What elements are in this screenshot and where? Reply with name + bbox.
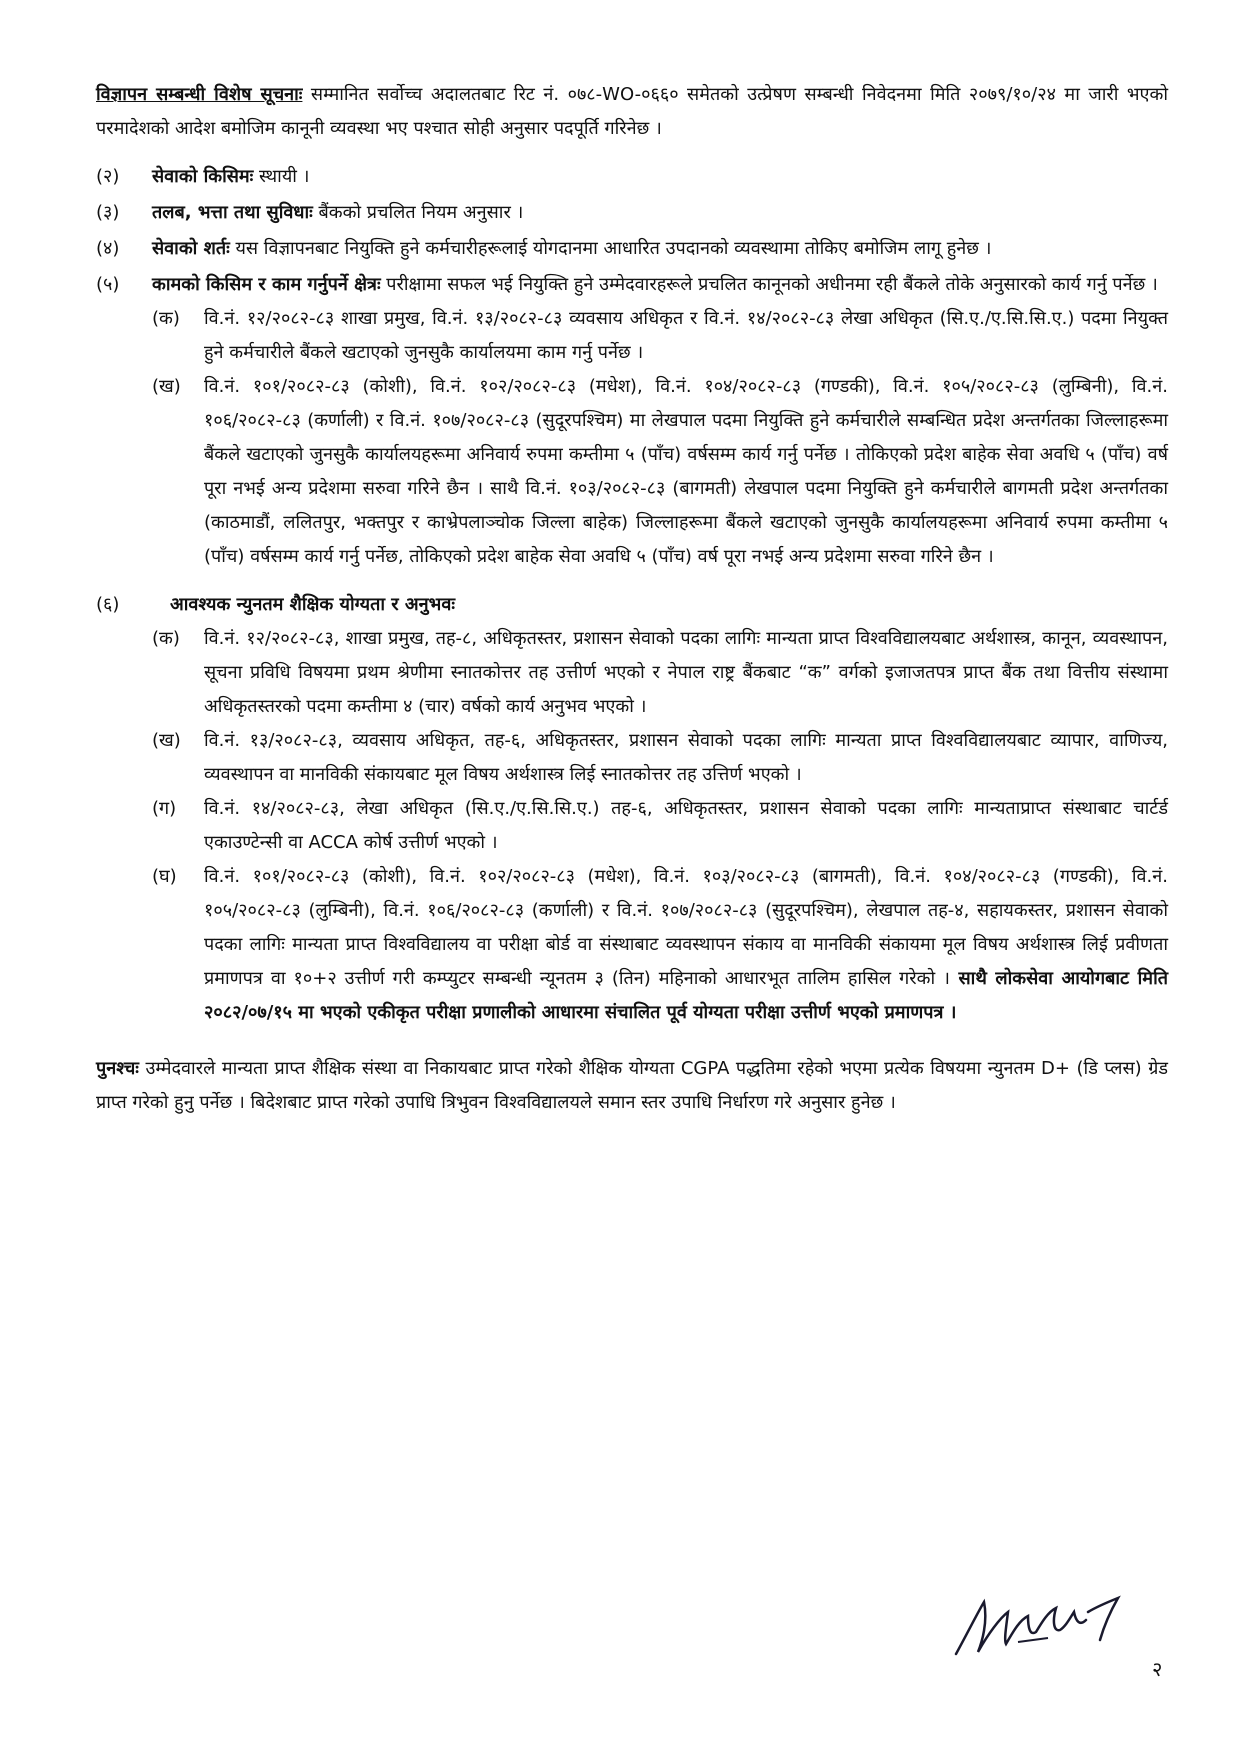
work-nature-sub-ka — [152, 302, 1168, 370]
item-number: (६) — [96, 594, 120, 615]
item-title: कामको किसिम र काम गर्नुपर्ने क्षेत्रः — [152, 274, 381, 295]
sub-text-bold: साथै लोकसेवा आयोगबाट मिति २०८२/०७/१५ मा भएको एकीकृत परीक्षा प्रणालीको आधारमा संचालित पूर्व योग्यता परीक्षा उत्तीर्ण भएको प्रमाणपत्र । — [204, 968, 1168, 1023]
item-text: यस विज्ञापनबाट नियुक्ति हुने कर्मचारीहरूलाई योगदानमा आधारित उपदानको व्यवस्थामा तोकिए बमोजिम लागू हुनेछ । — [229, 238, 992, 259]
qualification-sub-ka — [152, 622, 1168, 724]
item-service-conditions — [96, 232, 1168, 266]
sub-label: (घ) — [152, 866, 177, 887]
signature-image — [948, 1582, 1128, 1662]
sub-text: वि.नं. १०१/२०८२-८३ (कोशी), वि.नं. १०२/२०८२-८३ (मधेश), वि.नं. १०४/२०८२-८३ (गण्डकी), वि.नं. १०५/२०८२-८३ (लुम्बिनी), वि.नं. १०६/२०८२-८३ (कर्णाली) र वि.नं. १०७/२०८२-८३ (सुदूरपश्चिम) मा लेखपाल पदमा नियुक्ति हुने कर्मचारीले सम्बन्धित प्रदेश अन्तर्गतका जिल्लाहरूमा बैंकले खटाएको जुनसुकै कार्यालयहरूमा अनिवार्य रुपमा कम्तीमा ५ (पाँच) वर्षसम्म कार्य गर्नु पर्नेछ । तोकिएको प्रदेश बाहेक सेवा अवधि ५ (पाँच) वर्ष पूरा नभई अन्य प्रदेशमा सरुवा गरिने छैन । साथै वि.नं. १०३/२०८२-८३ (बागमती) लेखपाल पदमा नियुक्ति हुने कर्मचारीले बागमती प्रदेश अन्तर्गतका (काठमाडौं, ललितपुर, भक्तपुर र काभ्रेपलाञ्चोक जिल्ला बाहेक) जिल्लाहरूमा बैंकले खटाएको जुनसुकै कार्यालयहरूमा अनिवार्य रुपमा कम्तीमा ५ (पाँच) वर्षसम्म कार्य गर्नु पर्नेछ, तोकिएको प्रदेश बाहेक सेवा अवधि ५ (पाँच) वर्ष पूरा नभई अन्य प्रदेशमा सरुवा गरिने छैन । — [204, 376, 1168, 567]
item-text: स्थायी । — [253, 166, 310, 187]
qualification-sub-ga — [152, 792, 1168, 860]
work-nature-sub-kha — [152, 370, 1168, 574]
sub-text: वि.नं. १२/२०८२-८३ शाखा प्रमुख, वि.नं. १३/२०८२-८३ व्यवसाय अधिकृत र वि.नं. १४/२०८२-८३ लेखा अधिकृत (सि.ए./ए.सि.सि.ए.) पदमा नियुक्त हुने कर्मचारीले बैंकले खटाएको जुनसुकै कार्यालयमा काम गर्नु पर्नेछ । — [204, 308, 1168, 363]
item-number: (५) — [96, 274, 120, 295]
item-number: (२) — [96, 166, 120, 187]
qualification-sub-gha — [152, 860, 1168, 1030]
sub-label: (क) — [152, 628, 180, 649]
sub-label: (ग) — [152, 798, 177, 819]
item-qualification — [96, 588, 1168, 622]
item-title: सेवाको किसिमः — [152, 166, 254, 187]
sub-text: वि.नं. १२/२०८२-८३, शाखा प्रमुख, तह-८, अधिकृतस्तर, प्रशासन सेवाको पदका लागिः मान्यता प्राप्त विश्वविद्यालयबाट अर्थशास्त्र, कानून, व्यवस्थापन, सूचना प्रविधि विषयमा प्रथम श्रेणीमा स्नातकोत्तर तह उत्तीर्ण भएको र नेपाल राष्ट्र बैंकबाट “क” वर्गको इजाजतपत्र प्राप्त बैंक तथा वित्तीय संस्थामा अधिकृतस्तरको पदमा कम्तीमा ४ (चार) वर्षको कार्य अनुभव भएको । — [204, 628, 1168, 717]
special-notice-text: सम्मानित सर्वोच्च अदालतबाट रिट नं. ०७८-WO-०६६० समेतको उत्प्रेषण सम्बन्धी निवेदनमा मिति २०७९/१०/२४ मा जारी भएको परमादेशको आदेश बमोजिम कानूनी व्यवस्था भए पश्चात सोही अनुसार पदपूर्ति गरिनेछ । — [96, 84, 1168, 139]
sub-text: वि.नं. १३/२०८२-८३, व्यवसाय अधिकृत, तह-६, अधिकृतस्तर, प्रशासन सेवाको पदका लागिः मान्यता प्राप्त विश्वविद्यालयबाट व्यापार, वाणिज्य, व्यवस्थापन वा मानविकी संकायबाट मूल विषय अर्थशास्त्र लिई स्नातकोत्तर तह उत्तिर्ण भएको । — [204, 730, 1168, 785]
item-service-type — [96, 160, 1168, 194]
item-title: आवश्यक न्युनतम शैक्षिक योग्यता र अनुभवः — [170, 594, 455, 615]
postscript-heading: पुनश्चः — [96, 1058, 139, 1079]
item-number: (४) — [96, 238, 120, 259]
item-number: (३) — [96, 202, 120, 223]
postscript-paragraph — [96, 1052, 1168, 1120]
sub-label: (ख) — [152, 730, 181, 751]
qualification-sub-kha — [152, 724, 1168, 792]
sub-label: (ख) — [152, 376, 181, 397]
sub-text: वि.नं. १४/२०८२-८३, लेखा अधिकृत (सि.ए./ए.सि.सि.ए.) तह-६, अधिकृतस्तर, प्रशासन सेवाको पदका लागिः मान्यताप्राप्त संस्थाबाट चार्टर्ड एकाउण्टेन्सी वा ACCA कोर्ष उत्तीर्ण भएको । — [204, 798, 1168, 853]
document-page — [96, 78, 1168, 1120]
page-number: २ — [1152, 1657, 1163, 1681]
postscript-text: उम्मेदवारले मान्यता प्राप्त शैक्षिक संस्था वा निकायबाट प्राप्त गरेको शैक्षिक योग्यता CGPA पद्धतिमा रहेको भएमा प्रत्येक विषयमा न्युनतम D+ (डि प्लस) ग्रेड प्राप्त गरेको हुनु पर्नेछ । बिदेशबाट प्राप्त गरेको उपाधि त्रिभुवन विश्वविद्यालयले समान स्तर उपाधि निर्धारण गरे अनुसार हुनेछ । — [96, 1058, 1168, 1113]
special-notice-paragraph — [96, 78, 1168, 146]
sub-text: वि.नं. १०१/२०८२-८३ (कोशी), वि.नं. १०२/२०८२-८३ (मधेश), वि.नं. १०३/२०८२-८३ (बागमती), वि.नं. १०४/२०८२-८३ (गण्डकी), वि.नं. १०५/२०८२-८३ (लुम्बिनी), वि.नं. १०६/२०८२-८३ (कर्णाली) र वि.नं. १०७/२०८२-८३ (सुदूरपश्चिम), लेखपाल तह-४, सहायकस्तर, प्रशासन सेवाको पदका लागिः मान्यता प्राप्त विश्वविद्यालय वा परीक्षा बोर्ड वा संस्थाबाट व्यवस्थापन संकाय वा मानविकी संकायमा मूल विषय अर्थशास्त्र लिई प्रवीणता प्रमाणपत्र वा १०+२ उत्तीर्ण गरी कम्प्युटर सम्बन्धी न्यूनतम ३ (तिन) महिनाको आधारभूत तालिम हासिल गरेको । — [204, 866, 1168, 989]
sub-label: (क) — [152, 308, 180, 329]
item-text: बैंकको प्रचलित नियम अनुसार । — [312, 202, 524, 223]
item-work-nature — [96, 268, 1168, 302]
item-title: सेवाको शर्तः — [152, 238, 230, 259]
item-title: तलब, भत्ता तथा सुविधाः — [152, 202, 313, 223]
item-text: परीक्षामा सफल भई नियुक्ति हुने उम्मेदवारहरूले प्रचलित कानूनको अधीनमा रही बैंकले तोके अनुसारको कार्य गर्नु पर्नेछ । — [380, 274, 1158, 295]
special-notice-heading: विज्ञापन सम्बन्धी विशेष सूचनाः — [96, 84, 303, 105]
item-salary-benefits — [96, 196, 1168, 230]
